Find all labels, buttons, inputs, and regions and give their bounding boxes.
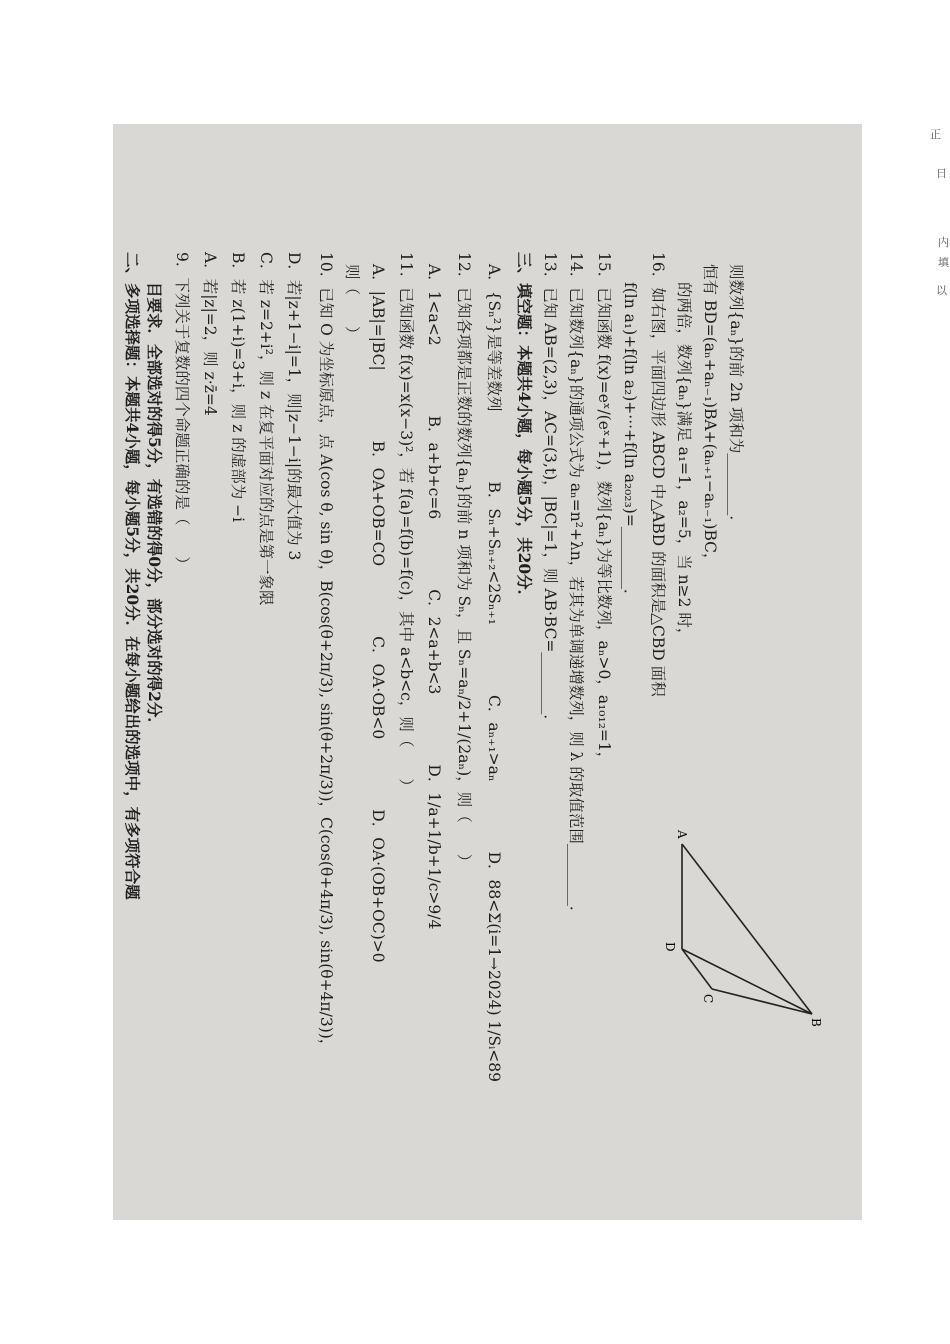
q16-line3: 恒有 BD=(aₙ+aₙ₋₁)BA+(aₙ₊₁−aₙ₋₁)BC，	[701, 264, 719, 569]
section2-header: 二、多项选择题：本题共4小题，每小题5分，共20分．在每小题给出的选项中，有多项符合题	[123, 252, 142, 900]
margin-mark-5: 以	[936, 284, 947, 297]
q11-stem: 11．已知函数 f(x)=x(x−3)²，若 f(a)=f(b)=f(c)，其中 a<b<c，则（ ）	[397, 252, 415, 794]
q11-option-c: C．2<a+b<3	[425, 589, 443, 695]
section3-header: 三、填空题：本题共4小题，每小题5分，共20分．	[515, 252, 534, 606]
q10-option-d: D．OA·(OB+OC)>0	[369, 809, 387, 963]
margin-mark-4: 填	[938, 256, 949, 269]
margin-mark-2: 日	[936, 167, 947, 180]
q11-options	[424, 264, 446, 999]
label-c: C	[701, 994, 715, 1004]
q9-option-a: A．若|z|=2，则 z·z̄=4	[201, 252, 219, 416]
q10-option-a: A．|AB|=|BC|	[369, 264, 387, 371]
margin-mark-3: 内	[938, 236, 949, 249]
q16-line4: 则数列{aₙ}的前 2n 项和为________．	[727, 264, 745, 531]
q16-line1: 16．如右图，平面四边形 ABCD 中△ABD 的面积是△CBD 面积	[649, 252, 667, 697]
q9-option-c: C．若 z=2+i²，则 z 在复平面对应的点是第一象限	[257, 252, 275, 606]
exam-sheet	[113, 124, 862, 1220]
q12-option-b: B．Sₙ+Sₙ₊₂<2Sₙ₊₁	[485, 481, 503, 625]
q10-stem-cont: 则（ ）	[343, 264, 361, 342]
edge-dc	[682, 949, 712, 989]
label-b: B	[809, 1018, 823, 1027]
q11-option-b: B．a+b+c=6	[425, 415, 443, 520]
q13: 13．已知 AB=(2,3)，AC=(3,t)，|BC|=1，则 AB·BC=________．	[541, 252, 559, 730]
q12-stem: 12．已知各项都是正数的数列{aₙ}的前 n 项和为 Sₙ，且 Sₙ=aₙ/2+1/(2aₙ)，则（ ）	[455, 252, 473, 870]
margin-mark-1: 正	[930, 128, 941, 141]
q15-line2: f(ln a₁)+f(ln a₂)+···+f(ln a₂₀₂₃)=________．	[621, 282, 639, 605]
section2-header-cont: 目要求．全部选对的得5分，有选错的得0分，部分选对的得2分．	[145, 282, 164, 733]
edge-ab	[682, 844, 812, 1014]
diagonal-bd	[682, 949, 812, 1014]
edge-bc	[712, 989, 812, 1014]
q12-option-c: C．aₙ₊₁>aₙ	[485, 694, 503, 782]
label-d: D	[663, 942, 677, 952]
q15-line1: 15．已知函数 f(x)=eˣ/(eˣ+1)，数列{aₙ}为等比数列，aₙ>0，a₁₀₁₂=1，	[595, 252, 613, 768]
label-a: A	[675, 830, 689, 839]
q12-option-a: A．{Sₙ²}是等差数列	[485, 264, 503, 412]
q10-option-c: C．OA·OB<0	[369, 636, 387, 740]
q10-stem: 10．已知 O 为坐标原点，点 A(cos θ, sin θ)，B(cos(θ+2π/3), sin(θ+2π/3))，C(cos(θ+4π/3), sin(θ+4π/3))，	[317, 252, 335, 1055]
quadrilateral-figure	[642, 824, 842, 1124]
q9-option-b: B．若 z(1+i)=3+i，则 z 的虚部为 −i	[229, 252, 247, 523]
q11-option-a: A．1<a<2	[425, 264, 443, 346]
q9-option-d: D．若|z+1−i|=1，则|z−1−i|的最大值为 3	[285, 252, 303, 561]
q10-option-b: B．OA+OB=CO	[369, 440, 387, 567]
q14: 14．已知数列{aₙ}的通项公式为 aₙ=n²+λn，若其为单调递增数列，则 λ 的取值范围________．	[567, 252, 585, 922]
q12-option-d: D．88<Σ(i=1→2024) 1/Sᵢ<89	[485, 851, 503, 1082]
q9-stem: 9．下列关于复数的四个命题正确的是（ ）	[173, 252, 191, 572]
q16-line2: 的两倍，数列{aₙ}满足 a₁=1，a₂=5，当 n≥2 时，	[675, 282, 693, 644]
q11-option-d: D．1/a+1/b+1/c>9/4	[425, 764, 443, 930]
q10-options	[368, 264, 390, 1033]
exam-photo	[113, 124, 862, 1220]
q12-options	[484, 264, 506, 1152]
